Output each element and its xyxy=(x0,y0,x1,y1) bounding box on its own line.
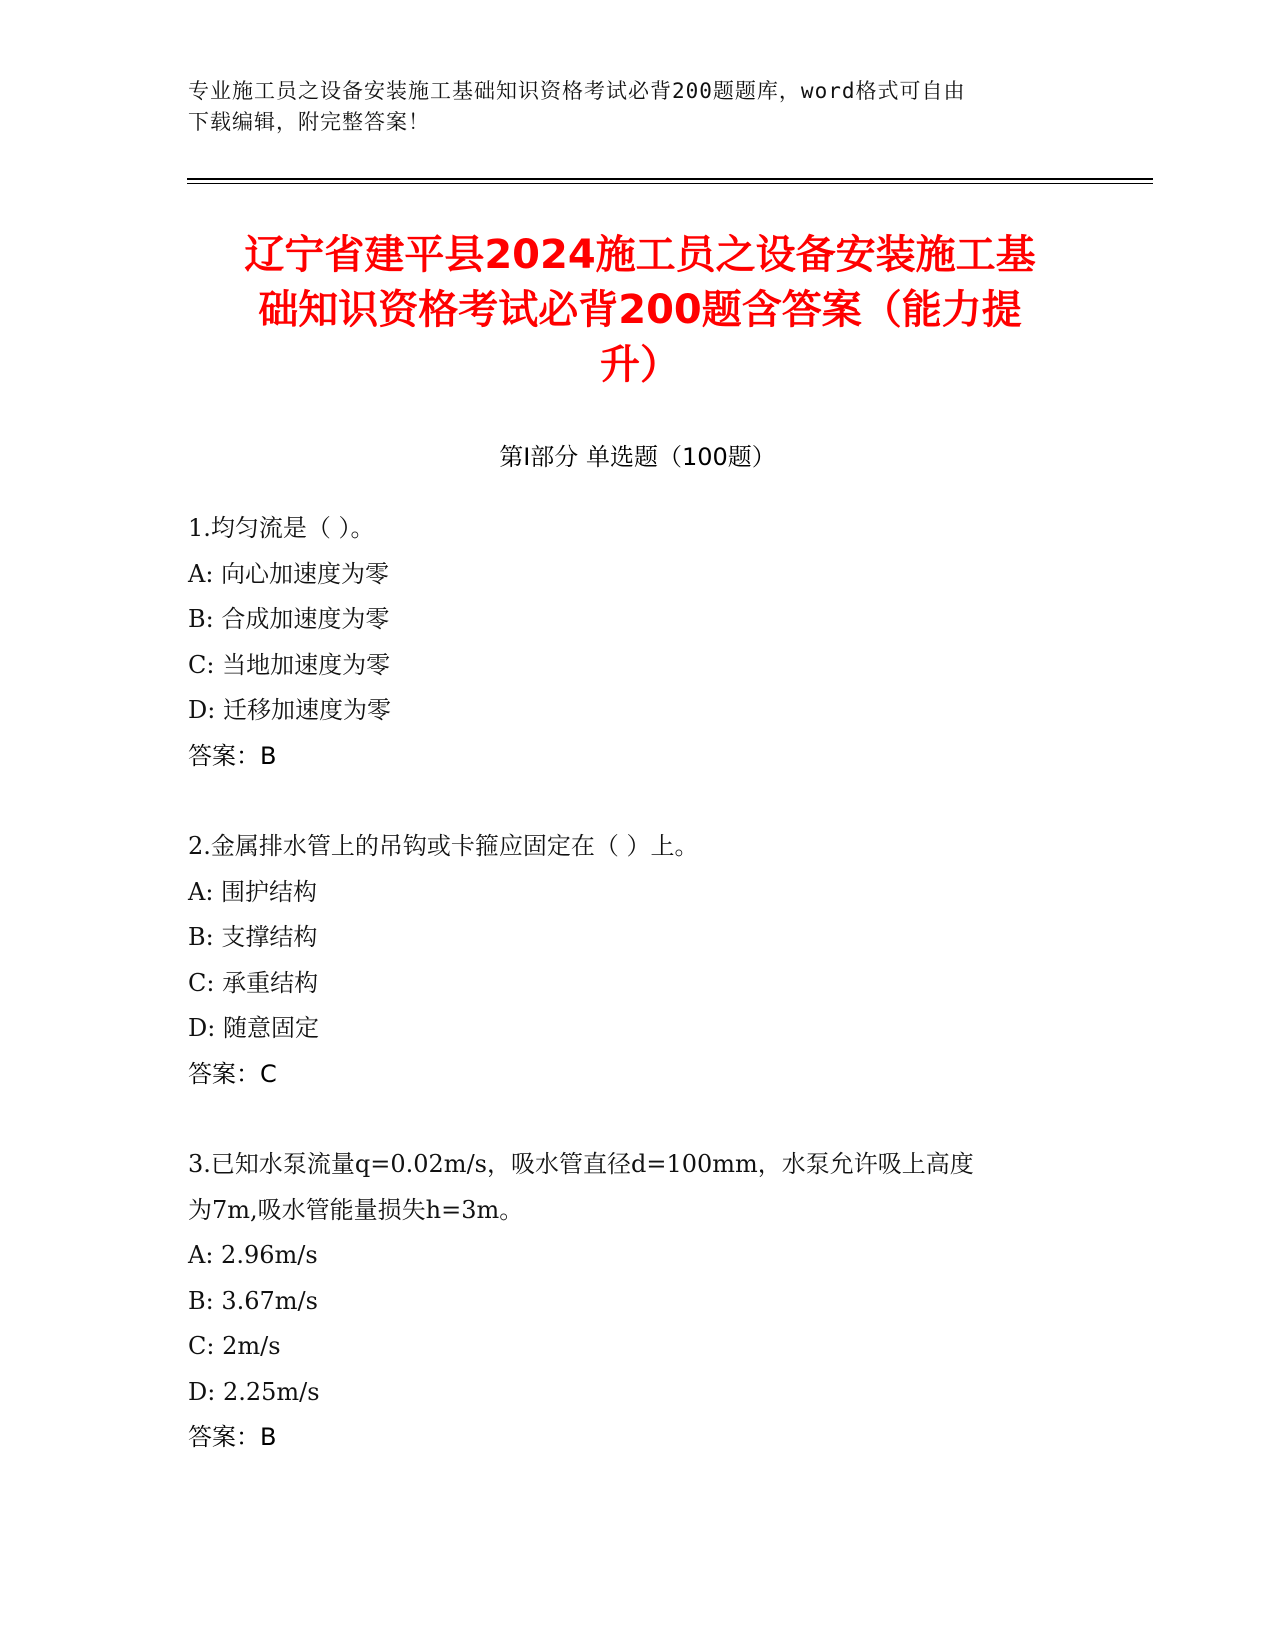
option-b: B: 3.67m/s xyxy=(188,1286,318,1315)
question-stem-line-1: 3.已知水泵流量q=0.02m/s，吸水管直径d=100mm，水泵允许吸上高度 xyxy=(188,1150,974,1178)
question-2 xyxy=(188,824,1108,1097)
section-heading: 第Ⅰ部分 单选题（100题） xyxy=(499,443,776,471)
question-stem: 1.均匀流是（ ）。 xyxy=(188,514,375,542)
question-stem: 2.金属排水管上的吊钩或卡箍应固定在（ ）上。 xyxy=(188,832,699,860)
header-divider-thin xyxy=(187,183,1153,184)
header-divider-thick xyxy=(187,178,1153,180)
option-c: C: 当地加速度为零 xyxy=(188,650,391,679)
question-stem-line-2: 为7m,吸水管能量损失h=3m。 xyxy=(188,1195,524,1224)
document-title-line-1: 辽宁省建平县2024施工员之设备安装施工基 xyxy=(244,232,1036,278)
document-title-line-3: 升） xyxy=(600,342,680,388)
answer: 答案：C xyxy=(188,1059,277,1088)
header-note-line-2: 下载编辑，附完整答案！ xyxy=(188,110,430,134)
option-d: D: 迁移加速度为零 xyxy=(188,696,391,724)
option-d: D: 2.25m/s xyxy=(188,1377,320,1406)
question-3 xyxy=(188,1142,1108,1461)
answer: 答案：B xyxy=(188,1423,277,1451)
option-b: B: 支撑结构 xyxy=(188,923,318,951)
option-c: C: 2m/s xyxy=(188,1332,281,1360)
option-a: A: 2.96m/s xyxy=(188,1241,318,1269)
document-title xyxy=(160,228,1120,393)
option-d: D: 随意固定 xyxy=(188,1014,319,1042)
question-1 xyxy=(188,506,1108,779)
option-a: A: 向心加速度为零 xyxy=(188,559,390,588)
option-c: C: 承重结构 xyxy=(188,968,319,997)
header-note-line-1: 专业施工员之设备安装施工基础知识资格考试必背200题题库，word格式可自由 xyxy=(188,79,966,103)
document-title-line-2: 础知识资格考试必背200题含答案（能力提 xyxy=(258,287,1022,333)
header-note xyxy=(188,76,1088,138)
option-b: B: 合成加速度为零 xyxy=(188,605,390,633)
option-a: A: 围护结构 xyxy=(188,877,318,906)
answer: 答案：B xyxy=(188,741,277,770)
